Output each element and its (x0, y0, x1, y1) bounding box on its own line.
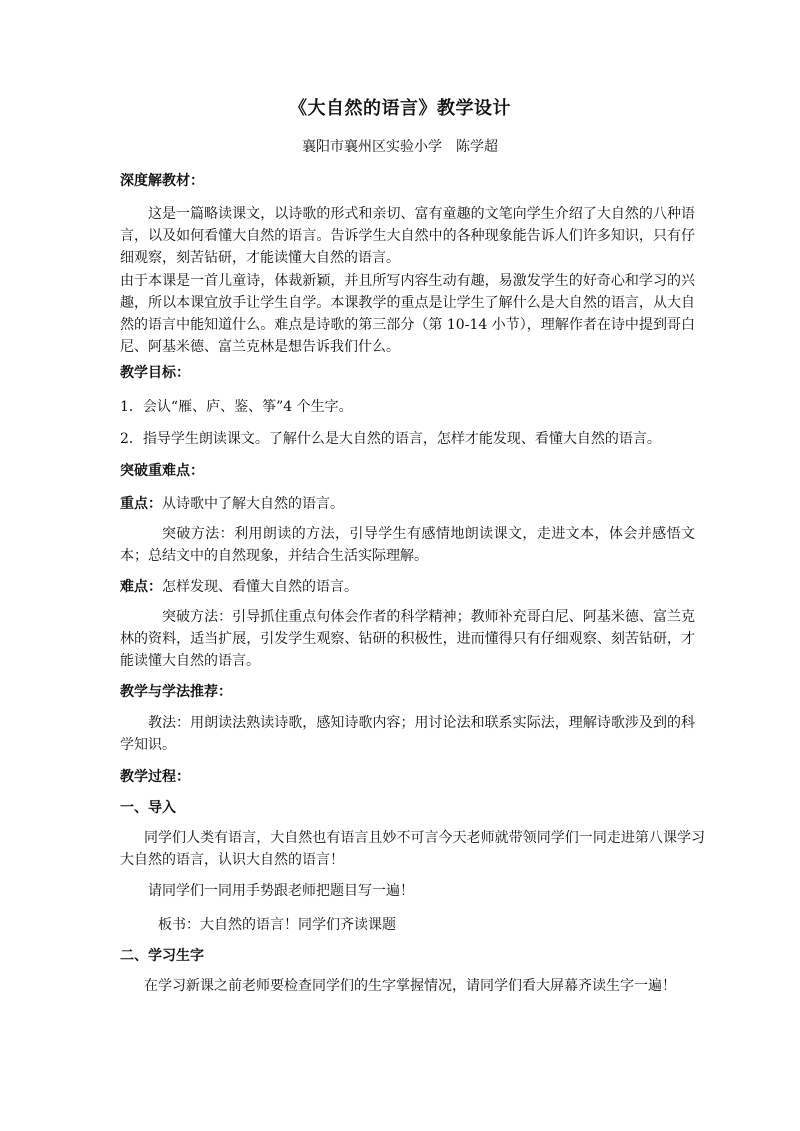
heading-difficulty: 突破重难点： (120, 463, 204, 479)
goal-item-2: 2．指导学生朗读课文。了解什么是大自然的语言，怎样才能发现、看懂大自然的语言。 (120, 431, 661, 447)
heading-step-2: 二、学习生字 (120, 948, 204, 964)
heading-material: 深度解教材： (120, 173, 204, 189)
key-point-line (120, 493, 344, 513)
goal-item-1: 1．会认“雁、庐、鉴、筝”4 个生字。 (120, 399, 353, 415)
methods-paragraph: 教法：用朗读法熟读诗歌，感知诗歌内容；用讨论法和联系实际法，理解诗歌涉及到的科学知识。 (120, 715, 695, 753)
hard-point-label: 难点： (120, 579, 162, 595)
heading-methods: 教学与学法推荐： (120, 684, 232, 700)
material-paragraph-1: 这是一篇略读课文，以诗歌的形式和亲切、富有童趣的文笔向学生介绍了大自然的八种语言，以及如何看懂大自然的语言。告诉学生大自然中的各种现象能告诉人们许多知识，只有仔细观察，刻苦钻研，才能读懂大自然的语言。 (120, 206, 695, 266)
step1-paragraph-3: 板书：大自然的语言！同学们齐读课题 (158, 917, 396, 933)
author-line: 襄阳市襄州区实验小学 陈学超 (302, 139, 498, 155)
hard-point-line (120, 576, 358, 596)
step1-paragraph-2: 请同学们一同用手势跟老师把题目写一遍！ (148, 883, 414, 899)
key-point-label: 重点： (120, 496, 162, 512)
step2-paragraph-1: 在学习新课之前老师要检查同学们的生字掌握情况，请同学们看大屏幕齐读生字一遍！ (144, 978, 676, 994)
hard-point-method: 突破方法：引导抓住重点句体会作者的科学精神；教师补充哥白尼、阿基米德、富兰克林的资料，适当扩展，引发学生观察、钻研的积极性，进而懂得只有仔细观察、刻苦钻研，才能读懂大自然的语言。 (120, 609, 695, 669)
hard-point-text: 怎样发现、看懂大自然的语言。 (162, 579, 358, 595)
heading-goals: 教学目标： (120, 365, 190, 381)
heading-step-1: 一、导入 (120, 800, 176, 816)
key-point-text: 从诗歌中了解大自然的语言。 (162, 496, 344, 512)
key-point-method: 突破方法：利用朗读的方法，引导学生有感情地朗读课文，走进文本，体会并感悟文本；总结文中的自然现象，并结合生活实际理解。 (120, 526, 695, 564)
document-title: 《大自然的语言》教学设计 (289, 98, 511, 119)
heading-process: 教学过程： (120, 769, 190, 785)
step1-paragraph-1: 同学们人类有语言，大自然也有语言且妙不可言今天老师就带领同学们一同走进第八课学习大自然的语言，认识大自然的语言！ (120, 830, 705, 868)
material-paragraph-2: 由于本课是一首儿童诗，体裁新颖，并且所写内容生动有趣，易激发学生的好奇心和学习的兴趣，所以本课宜放手让学生自学。本课教学的重点是让学生了解什么是大自然的语言，从大自然的语言中能知道什么。难点是诗歌的第三部分（第 10-14 小节），理解作者在诗中提到哥白尼、阿基米德、富兰克林是想告诉我们什么。 (120, 273, 695, 355)
